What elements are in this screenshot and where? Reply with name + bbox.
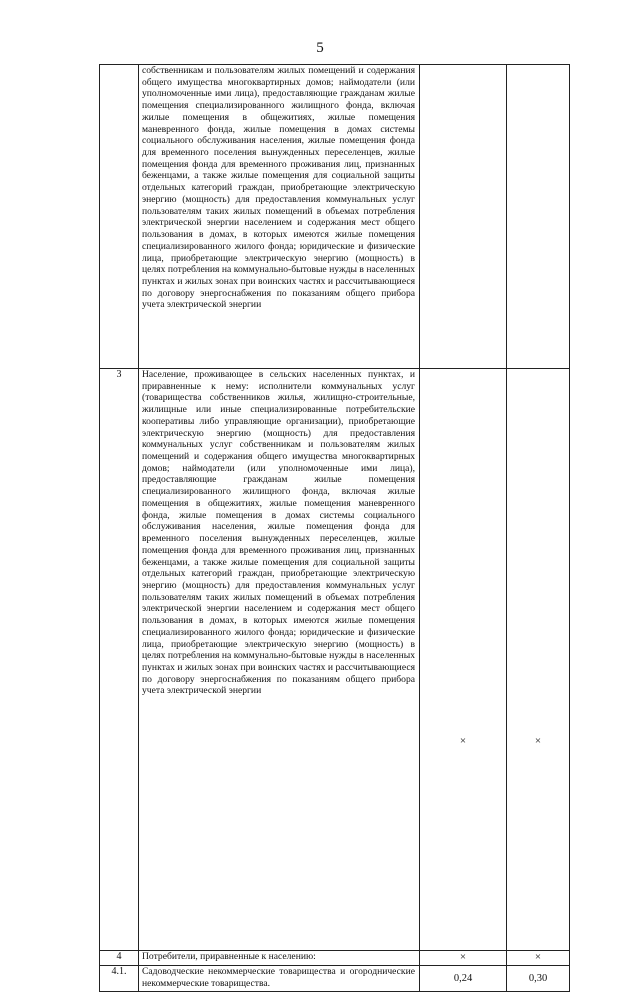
table-row — [100, 369, 570, 951]
row-description — [139, 951, 420, 966]
page-number: 5 — [316, 40, 324, 56]
row-description — [139, 65, 420, 369]
row-description-text: Потребители, приравненные к населению: — [142, 951, 316, 962]
table-row — [100, 966, 570, 992]
table-row — [100, 951, 570, 966]
row-description — [139, 369, 420, 951]
row-description-text: собственникам и пользователям жилых помещений и содержания общего имущества многоквартирных домов; наймодатели (или уполномоченные ими лица), предоставляющие гражданам жилые помещения специализированного жилищного фонда, включая жилые помещения в общежитиях, жилые помещения маневренного фонда, жилые помещения в домах системы социального обслуживания населения, жилые помещения фонда для временного поселения вынужденных переселенцев, жилые помещения фонда для временного проживания лиц, признанных беженцами, а также жилые помещения для социальной защиты отдельных категорий граждан, приобретающие электрическую энергию (мощность) для предоставления коммунальных услуг пользователям таких жилых помещений в объемах потребления электрической энергии населением и содержания мест общего пользования в домах, в которых имеются жилые помещения специализированного жилого фонда; юридические и физические лица, приобретающие электрическую энергию (мощность) в целях потребления на коммунально-бытовые нужды в населенных пунктах и жилых зонах при воинских частях и рассчитывающиеся по договору энергоснабжения по показаниям общего прибора учета электрической энергии — [142, 65, 415, 311]
row-description — [139, 966, 420, 992]
row-number: 4 — [100, 951, 139, 966]
row-value-2: × — [507, 369, 570, 951]
row-number: 4.1. — [100, 966, 139, 992]
row-value-1: × — [420, 369, 507, 951]
row-number — [100, 65, 139, 369]
row-description-text: Садоводческие некоммерческие товарищества и огороднические некоммерческие товарищества. — [142, 966, 415, 989]
row-number: 3 — [100, 369, 139, 951]
row-value-1: 0,24 — [420, 966, 507, 992]
row-value-2 — [507, 65, 570, 369]
tariff-table — [99, 64, 570, 992]
row-value-2: × — [507, 951, 570, 966]
table-row — [100, 65, 570, 369]
row-description-text: Население, проживающее в сельских населенных пунктах, и приравненные к нему: исполнители коммунальных услуг (товарищества собственников жилья, жилищно-строительные, жилищные или иные специализированные потребительские кооперативы либо управляющие организации), приобретающие электрическую энергию (мощность) для предоставления коммунальных услуг собственникам и пользователям жилых помещений и содержания общего имущества многоквартирных домов; наймодатели (или уполномоченные ими лица), предоставляющие гражданам жилые помещения специализированного жилищного фонда, включая жилые помещения в общежитиях, жилые помещения маневренного фонда, жилые помещения в домах системы социального обслуживания населения, жилые помещения фонда для временного поселения вынужденных переселенцев, жилые помещения фонда для временного проживания лиц, признанных беженцами, а также жилые помещения для социальной защиты отдельных категорий граждан, приобретающие электрическую энергию (мощность) для предоставления коммунальных услуг пользователям таких жилых помещений в объемах потребления электрической энергии населением и содержания мест общего пользования в домах, в которых имеются жилые помещения специализированного жилого фонда; юридические и физические лица, приобретающие электрическую энергию (мощность) в целях потребления на коммунально-бытовые нужды в населенных пунктах и жилых зонах при воинских частях и рассчитывающиеся по договору энергоснабжения по показаниям общего прибора учета электрической энергии — [142, 369, 415, 697]
row-value-2: 0,30 — [507, 966, 570, 992]
row-value-1: × — [420, 951, 507, 966]
row-value-1 — [420, 65, 507, 369]
